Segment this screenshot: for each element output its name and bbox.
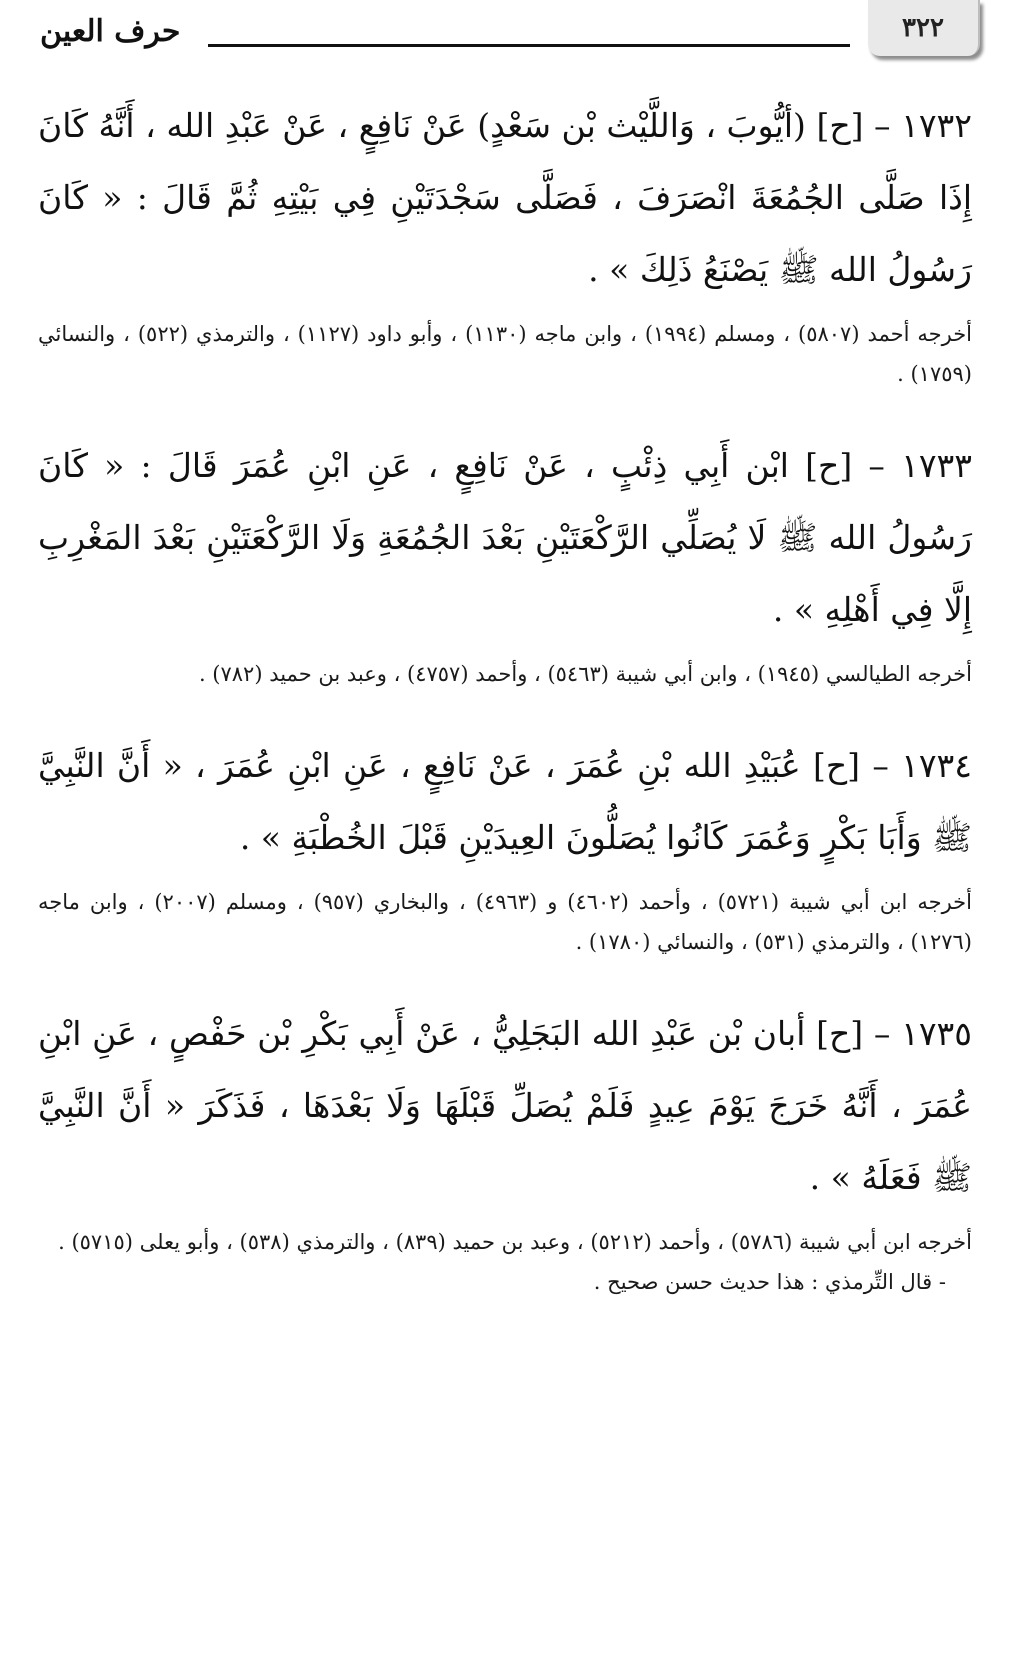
hadith-marker: [ح] [816,106,864,145]
hadith-marker: [ح] [805,446,853,485]
hadith-number: ١٧٣٣ [901,446,972,485]
takhrij-footnote: أخرجه ابن أبي شيبة (٥٧٨٦) ، وأحمد (٥٢١٢) ، وعبد بن حميد (٨٣٩) ، والترمذي (٥٣٨) ، وأبو يعلى (٥٧١٥) . [58,1230,972,1254]
hadith-entry-1733 [38,430,972,694]
hadith-text: ١٧٣٣ – [ح] ابْن أَبِي ذِئْبٍ ، عَنْ نَافِعٍ ، عَنِ ابْنِ عُمَرَ قَالَ : « كَانَ رَسُولُ الله ﷺ لَا يُصَلِّي الرَّكْعَتَيْنِ بَعْدَ الجُمُعَةِ وَلَا الرَّكْعَتَيْنِ بَعْدَ المَغْرِبِ إِلَّا فِي أَهْلِهِ » . [38,446,972,629]
hadith-body: ابْن أَبِي ذِئْبٍ ، عَنْ نَافِعٍ ، عَنِ ابْنِ عُمَرَ قَالَ : « كَانَ رَسُولُ الله ﷺ لَا يُصَلِّي الرَّكْعَتَيْنِ بَعْدَ الجُمُعَةِ وَلَا الرَّكْعَتَيْنِ بَعْدَ المَغْرِبِ إِلَّا فِي أَهْلِهِ » . [38,446,972,629]
hadith-number: ١٧٣٢ [901,106,973,145]
hadith-marker: [ح] [812,746,861,785]
hadith-entry-1734 [38,730,972,962]
page-content [38,90,972,1302]
takhrij-footnote: أخرجه أحمد (٥٨٠٧) ، ومسلم (١٩٩٤) ، وابن ماجه (١١٣٠) ، وأبو داود (١١٢٧) ، والترمذي (٥٢٢) ، والنسائي (١٧٥٩) . [38,322,973,386]
hadith-body: أبان بْن عَبْدِ الله البَجَلِيُّ ، عَنْ أَبِي بَكْرِ بْن حَفْصٍ ، عَنِ ابْنِ عُمَرَ ، أَنَّهُ خَرَجَ يَوْمَ عِيدٍ فَلَمْ يُصَلِّ قَبْلَهَا وَلَا بَعْدَهَا ، فَذَكَرَ « أَنَّ النَّبِيَّ ﷺ فَعَلَهُ » . [38,1014,972,1197]
hadith-entry-1735 [38,998,972,1302]
hadith-entry-1732 [38,90,972,394]
takhrij-footnote: أخرجه الطيالسي (١٩٤٥) ، وابن أبي شيبة (٥٤٦٣) ، وأحمد (٤٧٥٧) ، وعبد بن حميد (٧٨٢) . [198,662,972,686]
hadith-body: عُبَيْدِ الله بْنِ عُمَرَ ، عَنْ نَافِعٍ ، عَنِ ابْنِ عُمَرَ ، « أَنَّ النَّبِيَّ ﷺ وَأَبَا بَكْرٍ وَعُمَرَ كَانُوا يُصَلُّونَ العِيدَيْنِ قَبْلَ الخُطْبَةِ » . [38,746,972,857]
hadith-marker: [ح] [816,1014,864,1053]
takhrij-footnote: أخرجه ابن أبي شيبة (٥٧٢١) ، وأحمد (٤٦٠٢) و (٤٩٦٣) ، والبخاري (٩٥٧) ، ومسلم (٢٠٠٧) ، وابن ماجه (١٢٧٦) ، والترمذي (٥٣١) ، والنسائي (١٧٨٠) . [38,890,972,954]
hadith-number: ١٧٣٥ [901,1014,972,1053]
tirmidhi-note: - قال التِّرمذي : هذا حديث حسن صحيح . [593,1270,946,1294]
header-rule [208,44,850,47]
hadith-body: (أيُّوبَ ، وَاللَّيْث بْن سَعْدٍ) عَنْ نَافِعٍ ، عَنْ عَبْدِ الله ، أَنَّهُ كَانَ إِذَا صَلَّى الجُمُعَةَ انْصَرَفَ ، فَصَلَّى سَجْدَتَيْنِ فِي بَيْتِهِ ثُمَّ قَالَ : « كَانَ رَسُولُ الله ﷺ يَصْنَعُ ذَلِكَ » . [38,106,972,289]
hadith-number: ١٧٣٤ [901,746,972,785]
chapter-title: حرف العين [40,14,181,49]
hadith-text: ١٧٣٥ – [ح] أبان بْن عَبْدِ الله البَجَلِيُّ ، عَنْ أَبِي بَكْرِ بْن حَفْصٍ ، عَنِ ابْنِ عُمَرَ ، أَنَّهُ خَرَجَ يَوْمَ عِيدٍ فَلَمْ يُصَلِّ قَبْلَهَا وَلَا بَعْدَهَا ، فَذَكَرَ « أَنَّ النَّبِيَّ ﷺ فَعَلَهُ » . [38,1014,972,1197]
hadith-text: ١٧٣٢ – [ح] (أيُّوبَ ، وَاللَّيْث بْن سَعْدٍ) عَنْ نَافِعٍ ، عَنْ عَبْدِ الله ، أَنَّهُ كَانَ إِذَا صَلَّى الجُمُعَةَ انْصَرَفَ ، فَصَلَّى سَجْدَتَيْنِ فِي بَيْتِهِ ثُمَّ قَالَ : « كَانَ رَسُولُ الله ﷺ يَصْنَعُ ذَلِكَ » . [38,106,973,289]
page-number: ٣٢٢ [902,13,944,43]
page-number-tab [868,0,980,56]
hadith-text: ١٧٣٤ – [ح] عُبَيْدِ الله بْنِ عُمَرَ ، عَنْ نَافِعٍ ، عَنِ ابْنِ عُمَرَ ، « أَنَّ النَّبِيَّ ﷺ وَأَبَا بَكْرٍ وَعُمَرَ كَانُوا يُصَلُّونَ العِيدَيْنِ قَبْلَ الخُطْبَةِ » . [38,746,972,857]
page-header [30,0,980,70]
